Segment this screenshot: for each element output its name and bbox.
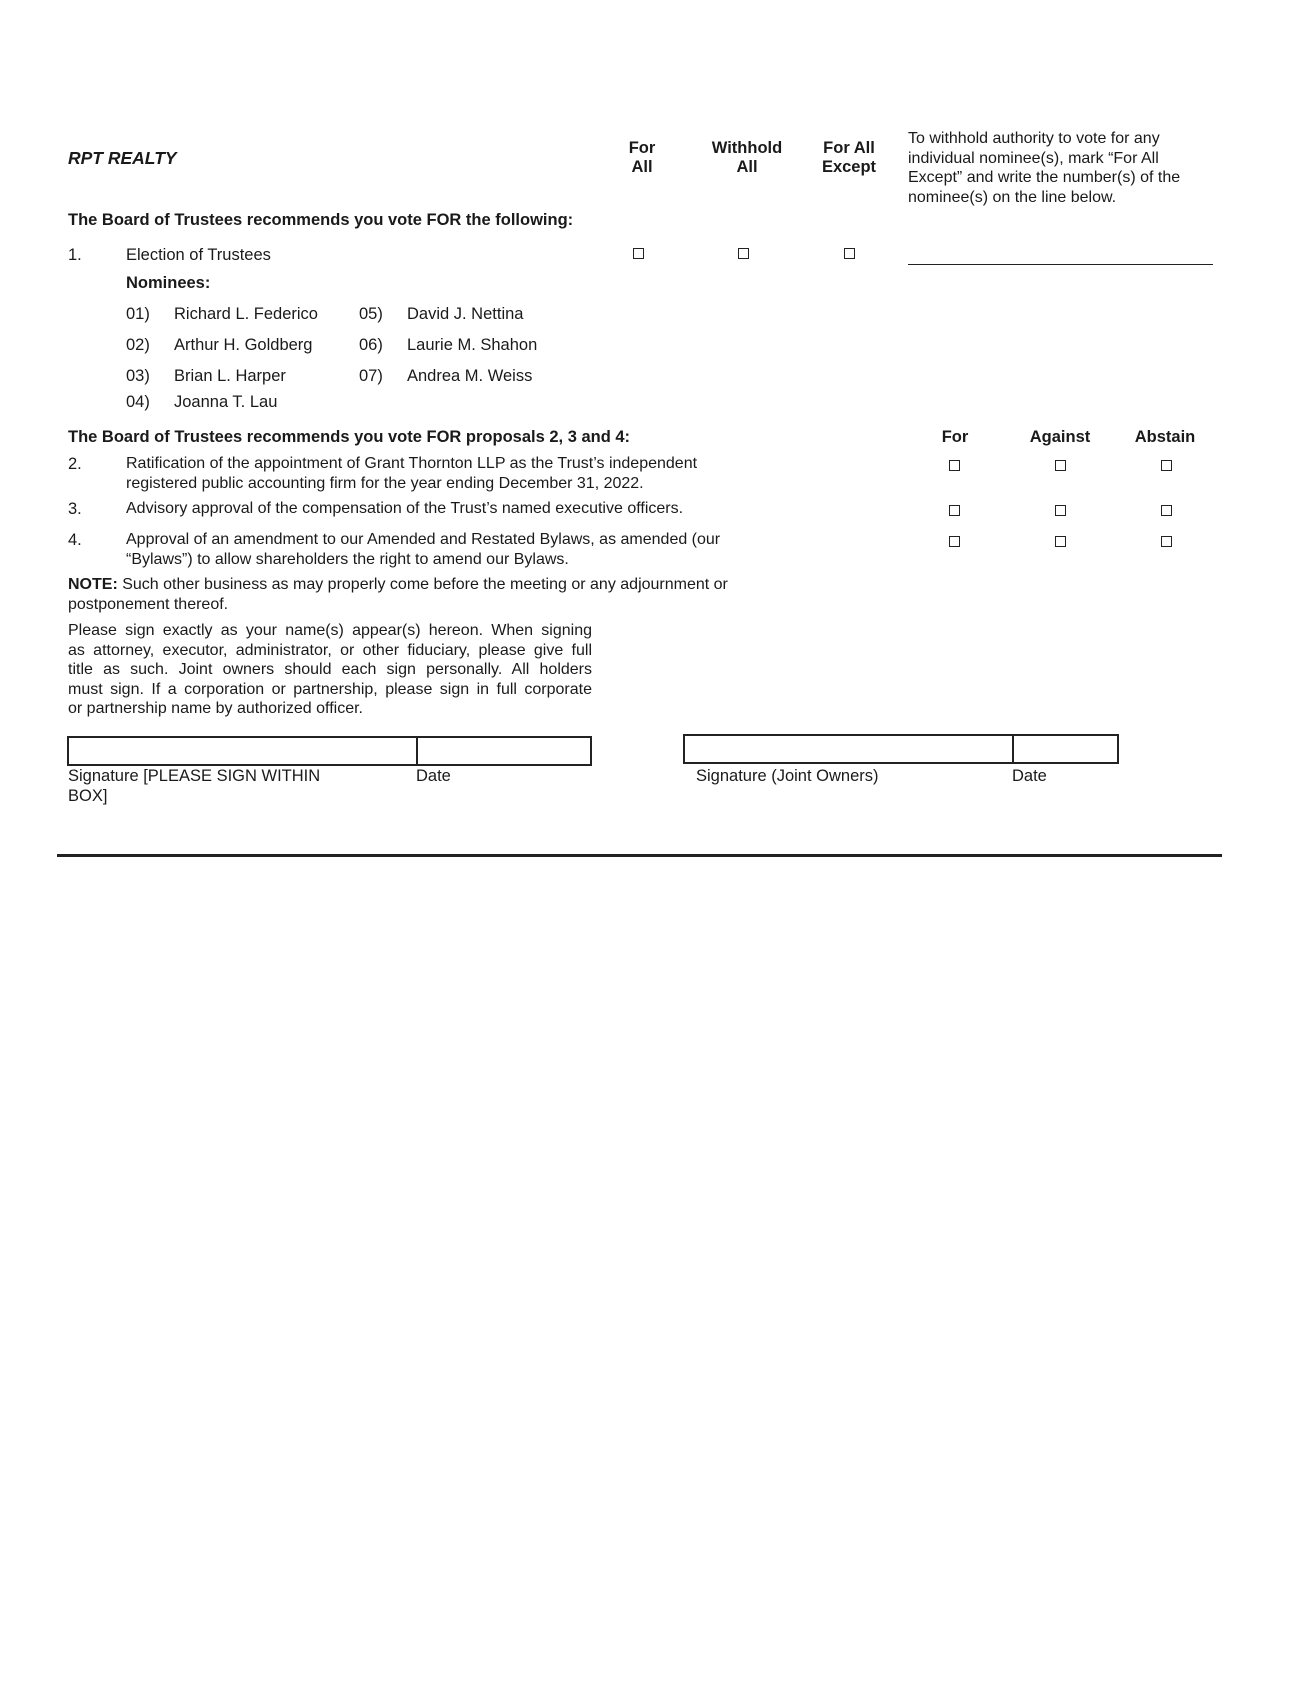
header-for-all-except xyxy=(807,139,891,177)
nominee-number: 01) xyxy=(126,305,150,323)
nominee-name: Richard L. Federico xyxy=(174,305,318,323)
header-against: Against xyxy=(1029,428,1091,446)
board-recommendation-2: The Board of Trustees recommends you vote FOR proposals 2, 3 and 4: xyxy=(68,428,631,446)
nominee-name: Laurie M. Shahon xyxy=(407,336,538,354)
nominee-name: Andrea M. Weiss xyxy=(407,367,533,385)
proposal-2-line2: registered public accounting firm for the year ending December 31, 2022. xyxy=(126,474,644,492)
header-for-all-except-line2: Except xyxy=(821,158,877,176)
header-abstain: Abstain xyxy=(1134,428,1196,446)
proposal-4-against-checkbox[interactable] xyxy=(1055,536,1066,547)
signing-instructions-line: must sign. If a corporation or partnership, please sign in full corporate xyxy=(68,680,592,698)
signature-label xyxy=(68,767,320,806)
nominee-name: Brian L. Harper xyxy=(174,367,286,385)
proposal-3-for-checkbox[interactable] xyxy=(949,505,960,516)
note xyxy=(68,575,728,614)
signing-instructions-line: Please sign exactly as your name(s) appear(s) hereon. When signing xyxy=(68,622,592,639)
joint-owner-date-label: Date xyxy=(1012,767,1047,785)
header-for-all xyxy=(617,139,667,177)
nominee-number: 03) xyxy=(126,367,150,385)
joint-owner-date-box[interactable] xyxy=(1012,734,1119,764)
proposal-4-abstain-checkbox[interactable] xyxy=(1161,536,1172,547)
for-all-checkbox[interactable] xyxy=(633,248,644,259)
nominee-name: David J. Nettina xyxy=(407,305,524,323)
for-all-except-checkbox[interactable] xyxy=(844,248,855,259)
proposal-4-line2: “Bylaws”) to allow shareholders the right to amend our Bylaws. xyxy=(126,550,569,568)
signature-box[interactable] xyxy=(67,736,418,766)
proposal-4-for-checkbox[interactable] xyxy=(949,536,960,547)
proposal-4-line1: Approval of an amendment to our Amended and Restated Bylaws, as amended (our xyxy=(126,531,721,548)
nominee-name: Joanna T. Lau xyxy=(174,393,278,411)
signing-instructions-line: or partnership name by authorized officer. xyxy=(68,700,363,717)
signing-instructions xyxy=(68,621,592,719)
proposal-2-line1: Ratification of the appointment of Grant Thornton LLP as the Trust’s independent xyxy=(126,455,698,472)
header-for-all-line2: All xyxy=(631,158,653,176)
signature-label-line2: BOX] xyxy=(68,786,108,805)
note-label: NOTE: xyxy=(68,576,118,593)
withhold-instructions: To withhold authority to vote for any individual nominee(s), mark “For All Except” and write the number(s) of the nominee(s) on the line below. xyxy=(908,130,1181,206)
proposal-2-text xyxy=(126,454,697,493)
proposal-3-against-checkbox[interactable] xyxy=(1055,505,1066,516)
proposal-1-text: Election of Trustees xyxy=(126,246,271,264)
nominees-label: Nominees: xyxy=(126,274,211,292)
joint-owner-signature-box[interactable] xyxy=(683,734,1014,764)
nominee-number: 02) xyxy=(126,336,150,354)
proposal-2-abstain-checkbox[interactable] xyxy=(1161,460,1172,471)
nominee-number: 04) xyxy=(126,393,150,411)
proposal-2-number: 2. xyxy=(68,455,82,473)
withhold-all-checkbox[interactable] xyxy=(738,248,749,259)
signature-label-line1: Signature [PLEASE SIGN WITHIN xyxy=(68,767,321,785)
for-all-except-write-in-line[interactable] xyxy=(908,264,1213,265)
bottom-divider xyxy=(57,854,1222,857)
proposal-2-against-checkbox[interactable] xyxy=(1055,460,1066,471)
date-box[interactable] xyxy=(416,736,592,766)
proposal-3-number: 3. xyxy=(68,500,82,518)
proposal-4-number: 4. xyxy=(68,531,82,549)
signing-instructions-line: as attorney, executor, administrator, or other fiduciary, please give full xyxy=(68,641,592,659)
board-recommendation-1: The Board of Trustees recommends you vote FOR the following: xyxy=(68,211,574,229)
proposal-1-number: 1. xyxy=(68,246,82,264)
proposal-3-text xyxy=(126,499,683,519)
proposal-2-for-checkbox[interactable] xyxy=(949,460,960,471)
header-for: For xyxy=(941,428,969,446)
header-for-all-except-line1: For All xyxy=(823,139,875,157)
header-withhold-all-line2: All xyxy=(736,158,758,176)
signing-instructions-line: title as such. Joint owners should each sign personally. All holders xyxy=(68,661,592,678)
date-label: Date xyxy=(416,767,451,785)
joint-owner-signature-label: Signature (Joint Owners) xyxy=(696,767,879,785)
nominee-number: 07) xyxy=(359,367,383,385)
header-for-all-line1: For xyxy=(628,139,656,157)
nominee-name: Arthur H. Goldberg xyxy=(174,336,313,354)
nominee-number: 06) xyxy=(359,336,383,354)
company-name: RPT REALTY xyxy=(68,148,177,168)
header-withhold-all-line1: Withhold xyxy=(711,139,783,157)
nominee-number: 05) xyxy=(359,305,383,323)
proposal-3-line1: Advisory approval of the compensation of the Trust’s named executive officers. xyxy=(126,500,684,517)
header-withhold-all xyxy=(702,139,792,177)
proposal-3-abstain-checkbox[interactable] xyxy=(1161,505,1172,516)
note-line1: Such other business as may properly come before the meeting or any adjournment or xyxy=(117,576,728,593)
proposal-4-text xyxy=(126,530,720,569)
note-line2: postponement thereof. xyxy=(68,595,229,613)
